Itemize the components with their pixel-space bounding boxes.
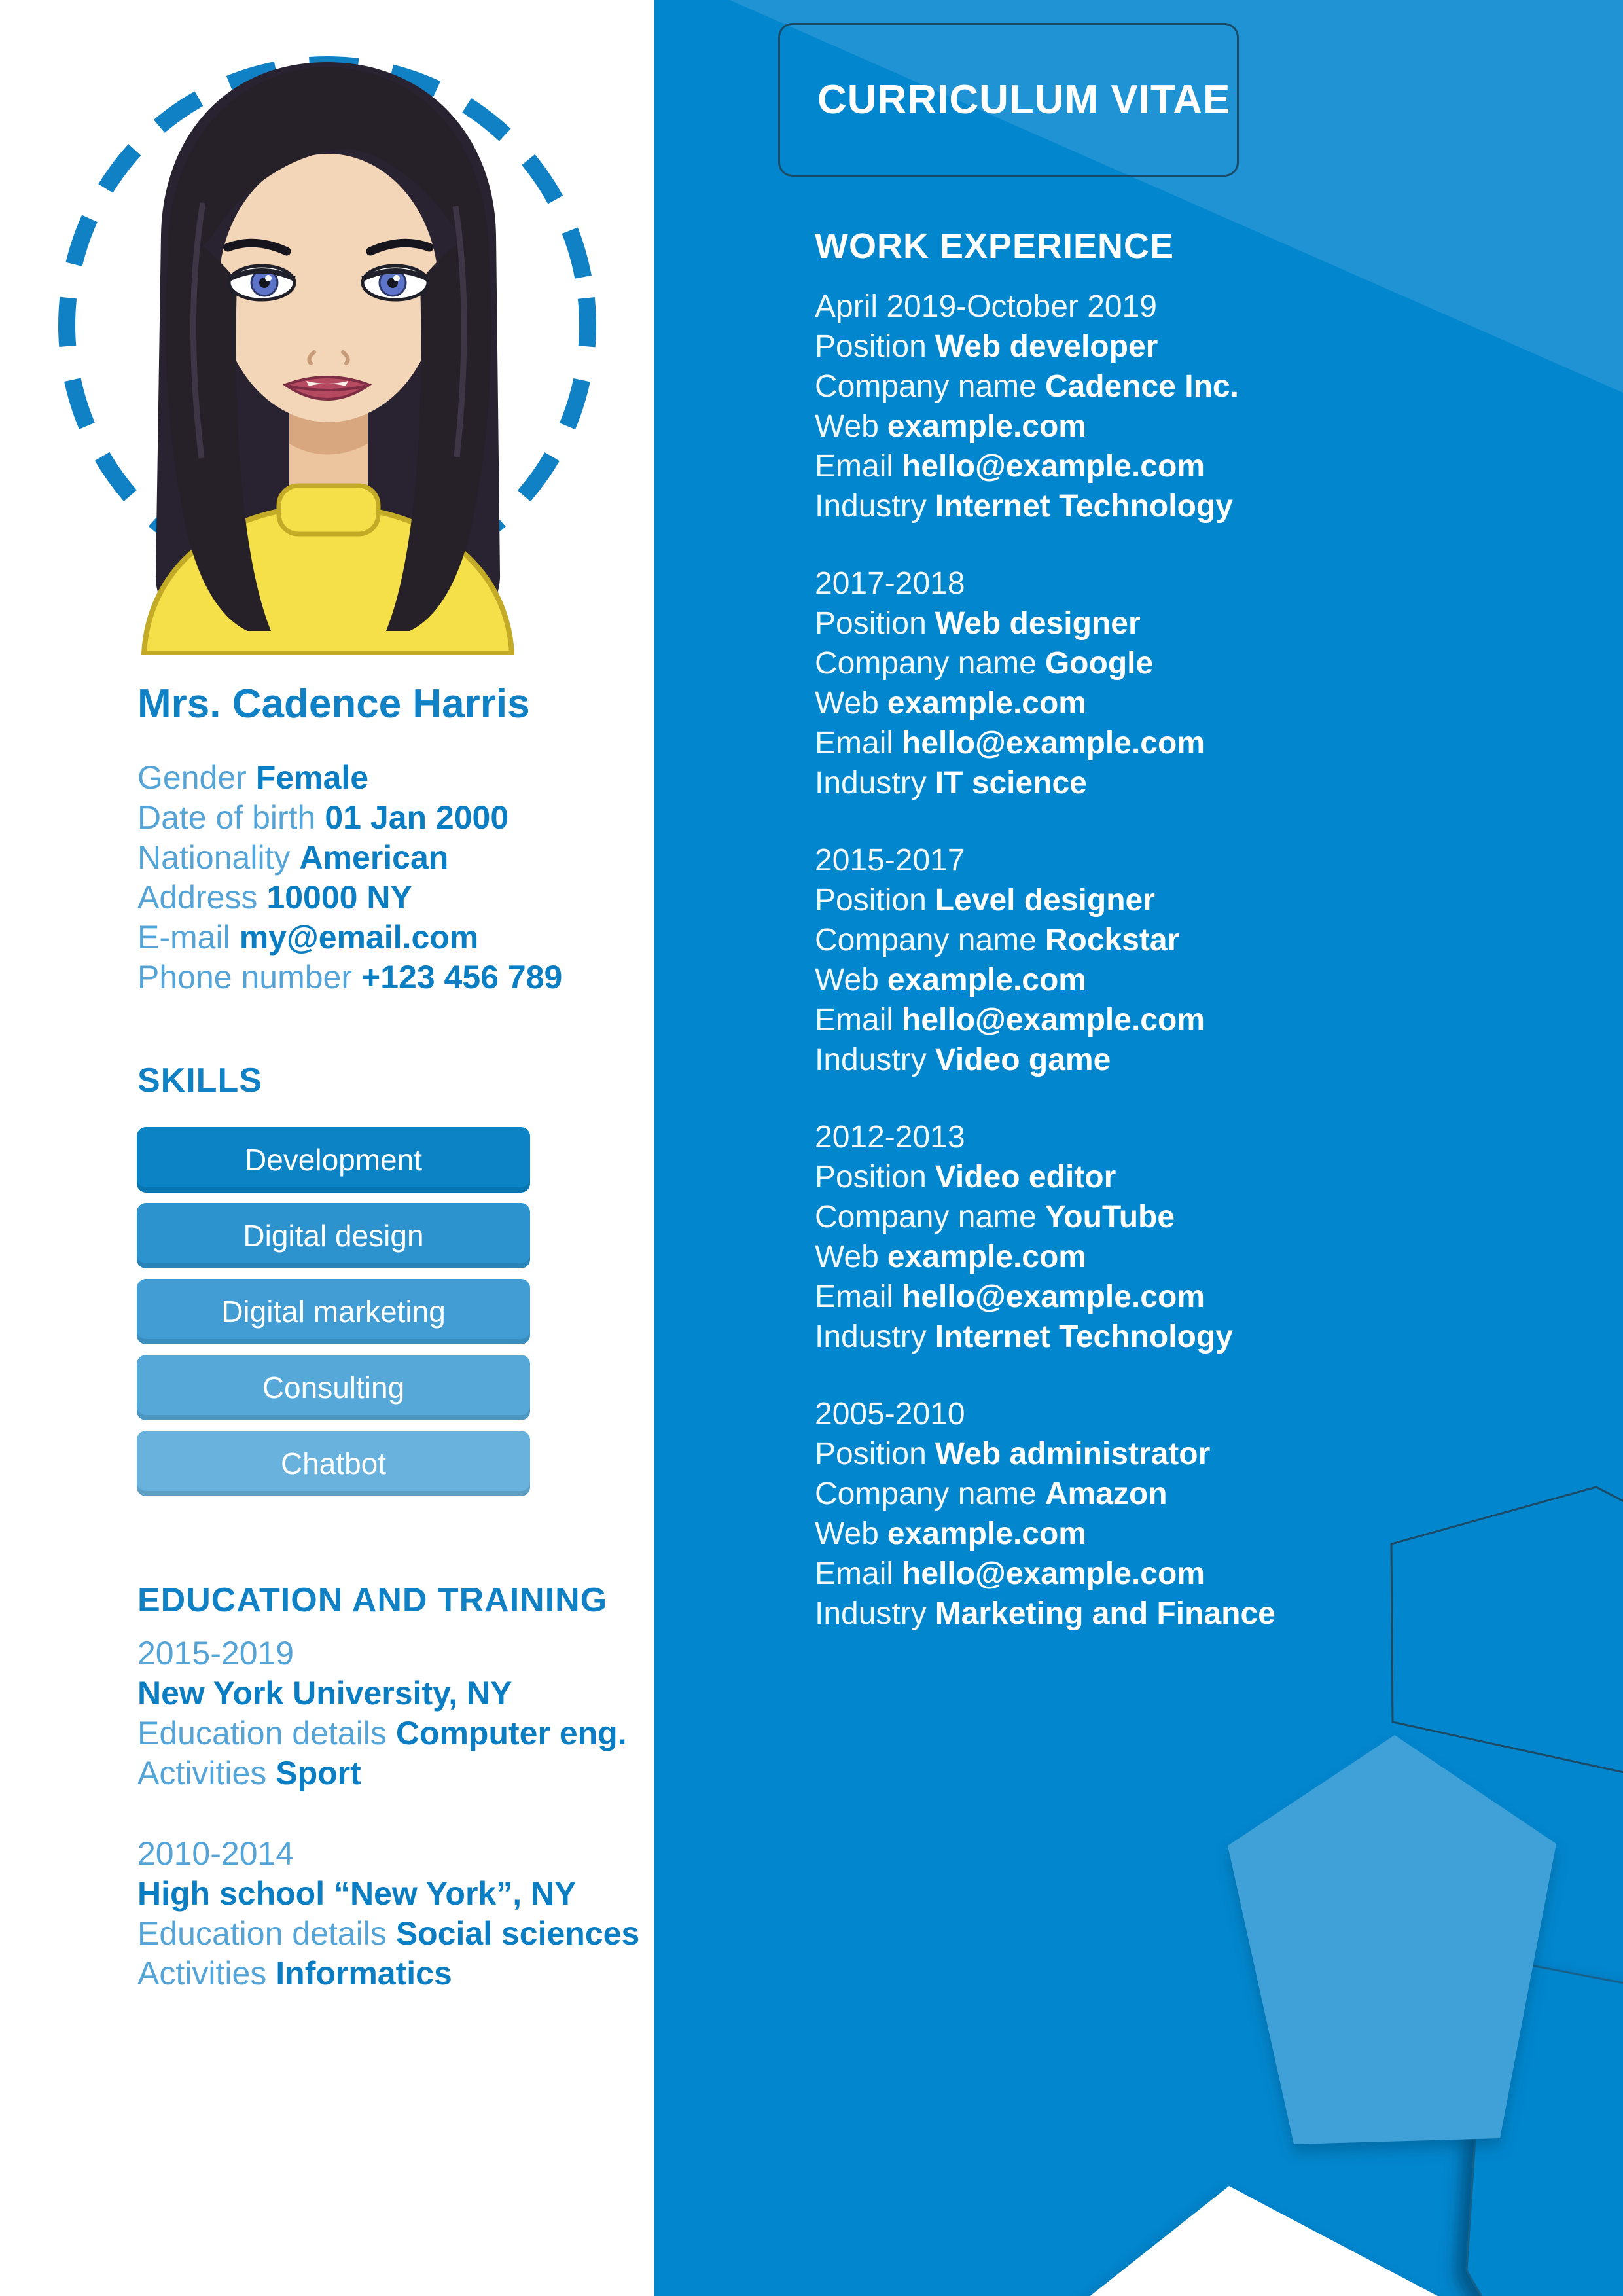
skills-title: SKILLS: [137, 1062, 262, 1100]
address-value: 10000 NY: [266, 879, 412, 916]
position-label: Position: [815, 329, 927, 364]
job-email-line: [815, 1554, 1275, 1594]
email-value: hello@example.com: [902, 1003, 1205, 1037]
birthdate-label: Date of birth: [137, 799, 316, 836]
job-entry: [815, 840, 1275, 1080]
nationality-value: American: [299, 839, 449, 876]
company-value: YouTube: [1044, 1200, 1175, 1234]
email-label: Email: [815, 726, 894, 761]
avatar-collar: [279, 486, 378, 534]
education-details-label: Education details: [137, 1915, 387, 1952]
education-title: EDUCATION AND TRAINING: [137, 1581, 608, 1620]
job-web-line: [815, 683, 1275, 723]
job-web-line: [815, 1237, 1275, 1277]
education-entry: [137, 1834, 639, 1994]
personal-row: [137, 958, 562, 997]
job-period: 2012-2013: [815, 1120, 965, 1155]
industry-value: IT science: [935, 766, 1087, 800]
email-label: Email: [815, 1556, 894, 1591]
cv-title: CURRICULUM VITAE: [817, 77, 1231, 122]
education-school: High school “New York”, NY: [137, 1875, 577, 1912]
personal-row: [137, 798, 562, 838]
company-value: Google: [1044, 646, 1154, 681]
job-industry-line: [815, 1594, 1275, 1634]
cv-title-box: [778, 23, 1239, 177]
job-web-line: [815, 406, 1275, 446]
gender-value: Female: [255, 759, 369, 796]
skill-pill-chatbot: Chatbot: [137, 1431, 530, 1496]
job-period: April 2019-October 2019: [815, 289, 1157, 324]
education-activities-label: Activities: [137, 1955, 267, 1992]
company-label: Company name: [815, 1477, 1037, 1511]
job-email-line: [815, 1000, 1275, 1040]
position-label: Position: [815, 1437, 927, 1471]
education-period: 2010-2014: [137, 1835, 294, 1872]
job-company-line: [815, 643, 1275, 683]
web-value: example.com: [887, 1240, 1086, 1274]
nationality-label: Nationality: [137, 839, 291, 876]
skill-pill-consulting: Consulting: [137, 1355, 530, 1420]
left-column: [0, 0, 654, 2296]
industry-label: Industry: [815, 489, 927, 524]
company-value: Rockstar: [1044, 923, 1180, 958]
job-industry-line: [815, 763, 1275, 803]
industry-value: Internet Technology: [935, 1319, 1233, 1354]
skills-list: [137, 1127, 530, 1496]
web-value: example.com: [887, 1516, 1086, 1551]
phone-value: +123 456 789: [361, 959, 563, 996]
job-web-line: [815, 1514, 1275, 1554]
job-company-line: [815, 1197, 1275, 1237]
company-label: Company name: [815, 1200, 1037, 1234]
job-position-line: [815, 1434, 1275, 1474]
industry-value: Marketing and Finance: [935, 1596, 1275, 1631]
email-label: Email: [815, 1280, 894, 1314]
job-industry-line: [815, 486, 1275, 526]
education-entry: [137, 1634, 639, 1793]
industry-value: Internet Technology: [935, 489, 1233, 524]
job-email-line: [815, 446, 1275, 486]
education-details-value: Computer eng.: [395, 1715, 627, 1751]
position-value: Web administrator: [935, 1437, 1211, 1471]
web-label: Web: [815, 963, 879, 997]
job-period: 2015-2017: [815, 843, 965, 878]
company-value: Cadence Inc.: [1044, 369, 1239, 404]
education-details-label: Education details: [137, 1715, 387, 1751]
phone-label: Phone number: [137, 959, 353, 996]
company-label: Company name: [815, 923, 1037, 958]
skill-pill-digital-design: Digital design: [137, 1203, 530, 1268]
industry-label: Industry: [815, 1043, 927, 1077]
work-experience-title: WORK EXPERIENCE: [815, 226, 1175, 266]
web-label: Web: [815, 1516, 879, 1551]
position-value: Web designer: [935, 606, 1141, 641]
education-details-value: Social sciences: [395, 1915, 640, 1952]
education-details-line: [137, 1713, 639, 1753]
company-label: Company name: [815, 646, 1037, 681]
personal-details: [137, 758, 562, 997]
right-column: [654, 0, 1623, 2296]
email-value: hello@example.com: [902, 1556, 1205, 1591]
person-name: Mrs. Cadence Harris: [137, 681, 530, 726]
profile-photo: [39, 7, 615, 655]
web-label: Web: [815, 409, 879, 444]
company-value: Amazon: [1044, 1477, 1168, 1511]
avatar-right-eye: [363, 266, 428, 300]
email-value: hello@example.com: [902, 449, 1205, 484]
right-content: [654, 0, 1623, 2296]
gender-label: Gender: [137, 759, 247, 796]
avatar-illustration: [39, 7, 615, 655]
industry-label: Industry: [815, 1596, 927, 1631]
personal-row: [137, 878, 562, 918]
position-label: Position: [815, 1160, 927, 1194]
jobs-list: [815, 287, 1275, 1671]
personal-row: [137, 838, 562, 878]
email-label: Email: [815, 1003, 894, 1037]
job-email-line: [815, 723, 1275, 763]
job-position-line: [815, 1157, 1275, 1197]
education-activities-value: Informatics: [276, 1955, 452, 1992]
education-activities-line: [137, 1954, 639, 1994]
industry-value: Video game: [935, 1043, 1111, 1077]
email-label: Email: [815, 449, 894, 484]
education-activities-value: Sport: [276, 1755, 361, 1791]
job-company-line: [815, 367, 1275, 406]
job-period: 2005-2010: [815, 1397, 965, 1431]
job-entry: [815, 287, 1275, 526]
education-school: New York University, NY: [137, 1675, 512, 1712]
email-label: E-mail: [137, 919, 230, 956]
industry-label: Industry: [815, 766, 927, 800]
education-activities-line: [137, 1753, 639, 1793]
position-value: Video editor: [935, 1160, 1116, 1194]
job-position-line: [815, 880, 1275, 920]
skill-pill-digital-marketing: Digital marketing: [137, 1279, 530, 1344]
industry-label: Industry: [815, 1319, 927, 1354]
web-value: example.com: [887, 963, 1086, 997]
job-company-line: [815, 920, 1275, 960]
avatar-left-eye: [229, 266, 294, 300]
job-email-line: [815, 1277, 1275, 1317]
web-value: example.com: [887, 686, 1086, 721]
education-period: 2015-2019: [137, 1635, 294, 1672]
skill-pill-development: Development: [137, 1127, 530, 1193]
job-company-line: [815, 1474, 1275, 1514]
job-industry-line: [815, 1317, 1275, 1357]
position-label: Position: [815, 606, 927, 641]
education-details-line: [137, 1914, 639, 1954]
web-label: Web: [815, 686, 879, 721]
web-label: Web: [815, 1240, 879, 1274]
education-list: [137, 1634, 639, 2034]
job-entry: [815, 564, 1275, 803]
job-position-line: [815, 327, 1275, 367]
company-label: Company name: [815, 369, 1037, 404]
job-web-line: [815, 960, 1275, 1000]
job-position-line: [815, 603, 1275, 643]
job-industry-line: [815, 1040, 1275, 1080]
job-period: 2017-2018: [815, 566, 965, 601]
web-value: example.com: [887, 409, 1086, 444]
position-value: Level designer: [935, 883, 1155, 918]
email-value: my@email.com: [239, 919, 479, 956]
education-activities-label: Activities: [137, 1755, 267, 1791]
personal-row: [137, 918, 562, 958]
job-entry: [815, 1117, 1275, 1357]
email-value: hello@example.com: [902, 726, 1205, 761]
position-label: Position: [815, 883, 927, 918]
job-entry: [815, 1394, 1275, 1634]
birthdate-value: 01 Jan 2000: [325, 799, 509, 836]
position-value: Web developer: [935, 329, 1158, 364]
personal-row: [137, 758, 562, 798]
address-label: Address: [137, 879, 258, 916]
email-value: hello@example.com: [902, 1280, 1205, 1314]
